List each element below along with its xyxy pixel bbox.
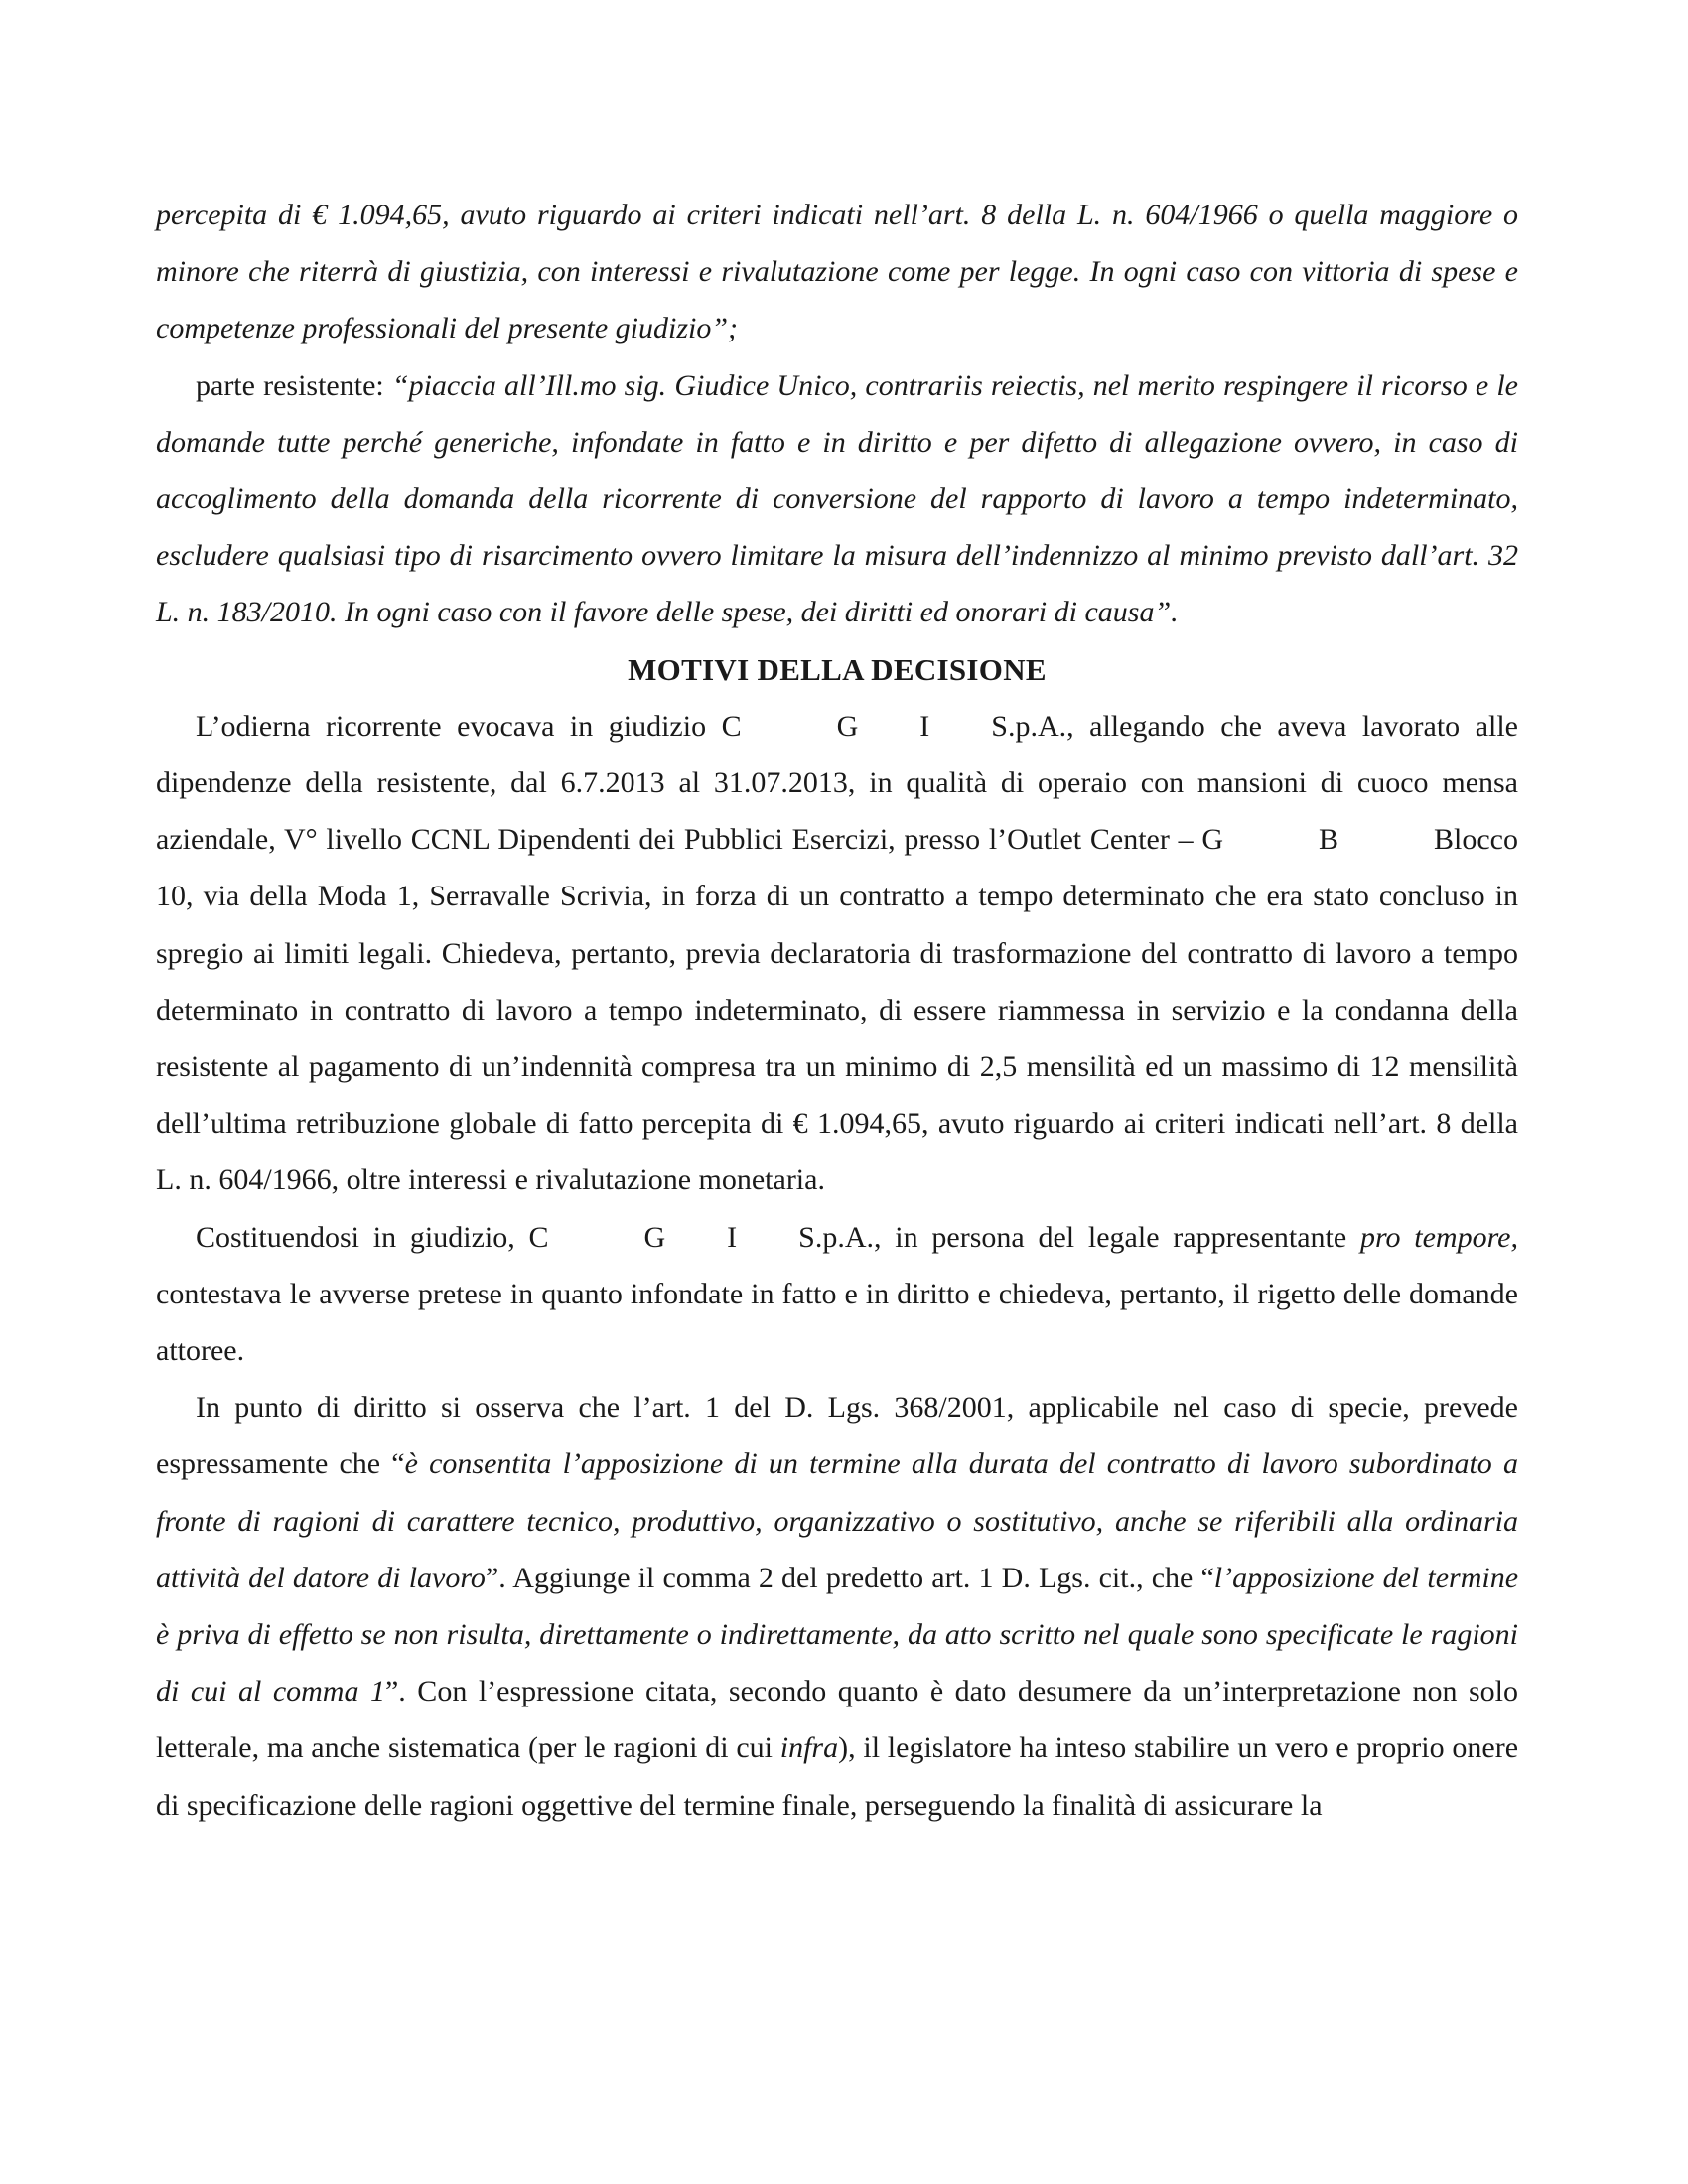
text-run: In punto di diritto si osserva che l’art. 1 del D. Lgs. 368/2001, applicabile nel caso di specie, prevede espressamente che “ (156, 1391, 1518, 1481)
paragraph-defense (156, 1209, 1518, 1380)
quoted-law-text: l’apposizione del termine è priva di effetto se non risulta, direttamente o indirettamente, da atto scritto nel quale sono specificate le ragioni di cui al comma 1 (156, 1561, 1519, 1708)
text-run: B (1319, 823, 1339, 857)
redacted-name (858, 735, 919, 736)
quoted-claim-text: percepita di € 1.094,65, avuto riguardo ai criteri indicati nell’art. 8 della L. n. 604/1966 o quella maggiore o minore che riterrà di giustizia, con interessi e rivalutazione come per legge. In ogni caso con vittoria di spese e competenze professionali del presente giudizio”; (156, 199, 1518, 345)
redacted-name (1338, 848, 1434, 849)
text-run: I (919, 709, 930, 743)
paragraph-respondent-claims (156, 357, 1518, 641)
text-run: ”. Con l’espressione citata, secondo quanto è dato desumere da un’interpretazione non solo letterale, ma anche sistematica (per le ragioni di cui (156, 1675, 1518, 1765)
text-run: I (727, 1220, 738, 1254)
text-run: contestava le avverse pretese in quanto infondate in fatto e in diritto e chiedeva, pertanto, il rigetto delle domande attoree. (156, 1277, 1518, 1368)
paragraph-law (156, 1379, 1518, 1834)
quoted-law-text: è consentita l’apposizione di un termine alla durata del contratto di lavoro subordinato a fronte di ragioni di carattere tecnico, produttivo, organizzativo o sostitutivo, anche se riferibili alla ordinaria attività del datore di lavoro (156, 1447, 1518, 1594)
redacted-name (665, 1246, 727, 1247)
redacted-name (549, 1246, 644, 1247)
redacted-name (737, 1246, 798, 1247)
latin-phrase: pro tempore, (1359, 1220, 1518, 1254)
text-run: L’odierna ricorrente evocava in giudizio C (196, 709, 742, 743)
redacted-name (929, 735, 991, 736)
respondent-label: parte resistente: (196, 368, 392, 402)
text-run: S.p.A., in persona del legale rappresentante (798, 1220, 1360, 1254)
quoted-respondent-text: “piaccia all’Ill.mo sig. Giudice Unico, contrariis reiectis, nel merito respingere il ricorso e le domande tutte perché generiche, infondate in fatto e in diritto e per difetto di allegazione ovvero, in caso di accoglimento della domanda della ricorrente di conversione del rapporto di lavoro a tempo indeterminato, escludere qualsiasi tipo di risarcimento ovvero limitare la misura dell’indennizzo al minimo previsto dall’art. 32 L. n. 183/2010. In ogni caso con il favore delle spese, dei diritti ed onorari di causa”. (156, 368, 1518, 629)
text-run: Blocco 10, via della Moda 1, Serravalle Scrivia, in forza di un contratto a tempo determinato che era stato concluso in spregio ai limiti legali. Chiedeva, pertanto, previa declaratoria di trasformazione del contratto di lavoro a tempo determinato in contratto di lavoro a tempo indeterminato, di essere riammessa in servizio e la condanna della resistente al pagamento di un’indennità compresa tra un minimo di 2,5 mensilità ed un massimo di 12 mensilità dell’ultima retribuzione globale di fatto percepita di € 1.094,65, avuto riguardo ai criteri indicati nell’art. 8 della L. n. 604/1966, oltre interessi e rivalutazione monetaria. (156, 823, 1518, 1197)
document-page (156, 187, 1518, 1834)
paragraph-facts (156, 698, 1518, 1209)
redacted-name (742, 735, 837, 736)
redacted-name (1223, 848, 1319, 849)
text-run: ), il legislatore ha inteso stabilire un vero e proprio onere di specificazione delle ragioni oggettive del termine finale, perseguendo la finalità di assicurare la (156, 1731, 1519, 1822)
latin-word: infra (779, 1731, 839, 1765)
text-run: ”. Aggiunge il comma 2 del predetto art. 1 D. Lgs. cit., che “ (485, 1561, 1214, 1594)
text-run: S.p.A., allegando che aveva lavorato alle dipendenze della resistente, dal 6.7.2013 al 31.07.2013, in qualità di operaio con mansioni di cuoco mensa aziendale, V° livello CCNL Dipendenti dei Pubblici Esercizi, presso l’Outlet Center – G (156, 709, 1518, 857)
paragraph-claims-end (156, 187, 1518, 357)
text-run: G (643, 1220, 666, 1254)
text-run: Costituendosi in giudizio, C (196, 1220, 549, 1254)
section-heading: MOTIVI DELLA DECISIONE (628, 651, 1047, 687)
text-run: G (836, 709, 859, 743)
